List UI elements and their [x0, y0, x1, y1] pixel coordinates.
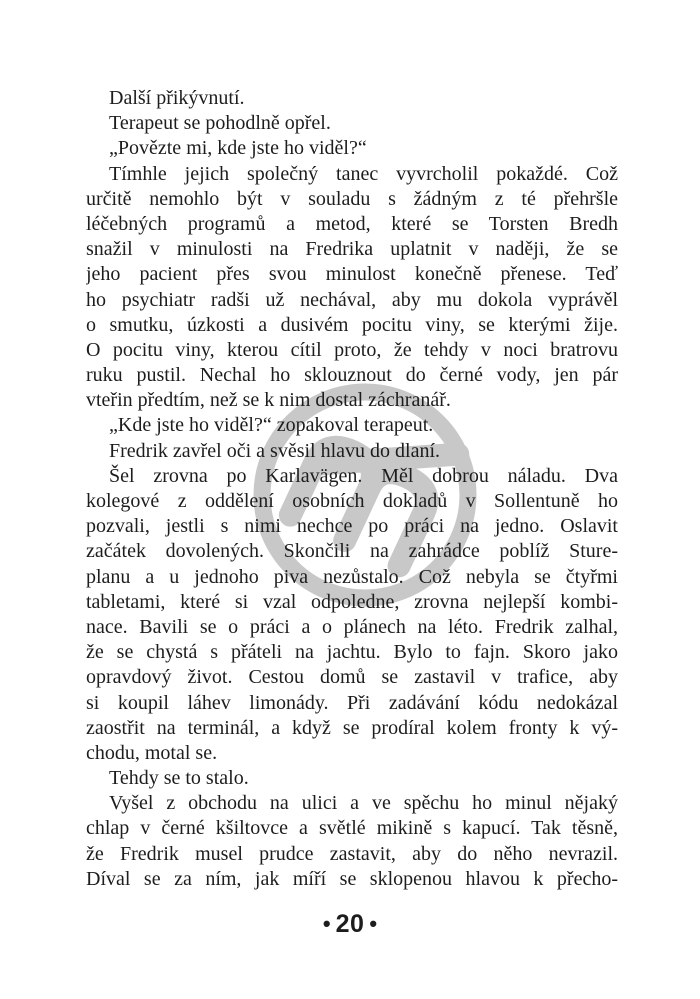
text-line: léčebných programů a metod, které se Torsten Bredh	[86, 212, 618, 235]
text-line: O pocitu viny, kterou cítil proto, že tehdy v noci bratrovu	[86, 338, 618, 361]
text-line: „Kde jste ho viděl?“ zopakoval terapeut.	[109, 414, 434, 437]
text-line: kolegové z oddělení osobních dokladů v Sollentuně ho	[86, 490, 618, 512]
text-line: Další přikývnutí.	[109, 87, 245, 109]
text-line: Díval se za ním, jak míří se sklopenou hlavou k přecho-	[86, 867, 618, 890]
page-number-value: 20	[335, 910, 365, 938]
text-line: ho psychiatr radši už nechával, aby mu dokola vyprávěl	[86, 288, 618, 311]
text-line: nace. Bavili se o práci a o plánech na léto. Fredrik zalhal,	[86, 615, 618, 638]
text-line: že se chystá s přáteli na jachtu. Bylo to fajn. Skoro jako	[86, 641, 618, 664]
text-line: začátek dovolených. Skončili na zahrádce poblíž Sture-	[86, 540, 618, 563]
text-line: jeho pacient přes svou minulost konečně přenese. Teď	[86, 263, 618, 286]
text-line: chodu, motal se.	[86, 741, 218, 764]
text-line: vteřin předtím, než se k nim dostal záchranář.	[86, 389, 451, 412]
text-line: si koupil láhev limonády. Při zadávání kódu nedokázal	[86, 691, 618, 714]
page-number	[0, 910, 700, 939]
text-line: Fredrik zavřel oči a svěsil hlavu do dlaní.	[109, 439, 441, 462]
text-line: Tehdy se to stalo.	[109, 767, 249, 790]
text-line: pozvali, jestli s nimi nechce po práci na jedno. Oslavit	[86, 515, 618, 538]
page-number-dot-right: •	[369, 911, 378, 936]
text-line: tabletami, které si vzal odpoledne, zrovna nejlepší kombi-	[86, 590, 618, 613]
page-text	[86, 86, 618, 892]
text-line: ruku pustil. Nechal ho sklouznout do černé vody, jen pár	[86, 364, 618, 387]
text-line: opravdový život. Cestou domů se zastavil v trafice, aby	[86, 666, 618, 689]
text-line: zaostřit na terminál, a když se prodíral kolem fronty k vý-	[86, 716, 618, 739]
text-line: Šel zrovna po Karlavägen. Měl dobrou náladu. Dva	[109, 464, 618, 487]
text-line: určitě nemohlo být v souladu s žádným z té přehršle	[86, 187, 618, 210]
text-line: Tímhle jejich společný tanec vyvrcholil pokaždé. Což	[109, 162, 618, 185]
text-line: snažil v minulosti na Fredrika uplatnit v naději, že se	[86, 238, 618, 261]
text-line: Vyšel z obchodu na ulici a ve spěchu ho minul nějaký	[109, 792, 618, 815]
text-line: chlap v černé kšiltovce a světlé mikině s kapucí. Tak těsně,	[86, 817, 618, 840]
text-line: „Povězte mi, kde jste ho viděl?“	[109, 137, 367, 160]
text-line: planu a u jednoho piva nezůstalo. Což nebyla se čtyřmi	[86, 565, 618, 588]
text-line: že Fredrik musel prudce zastavit, aby do něho nevrazil.	[86, 842, 618, 865]
text-line: o smutku, úzkosti a dusivém pocitu viny, se kterými žije.	[86, 313, 618, 336]
page-number-dot-left: •	[322, 911, 331, 936]
text-line: Terapeut se pohodlně opřel.	[109, 112, 331, 135]
